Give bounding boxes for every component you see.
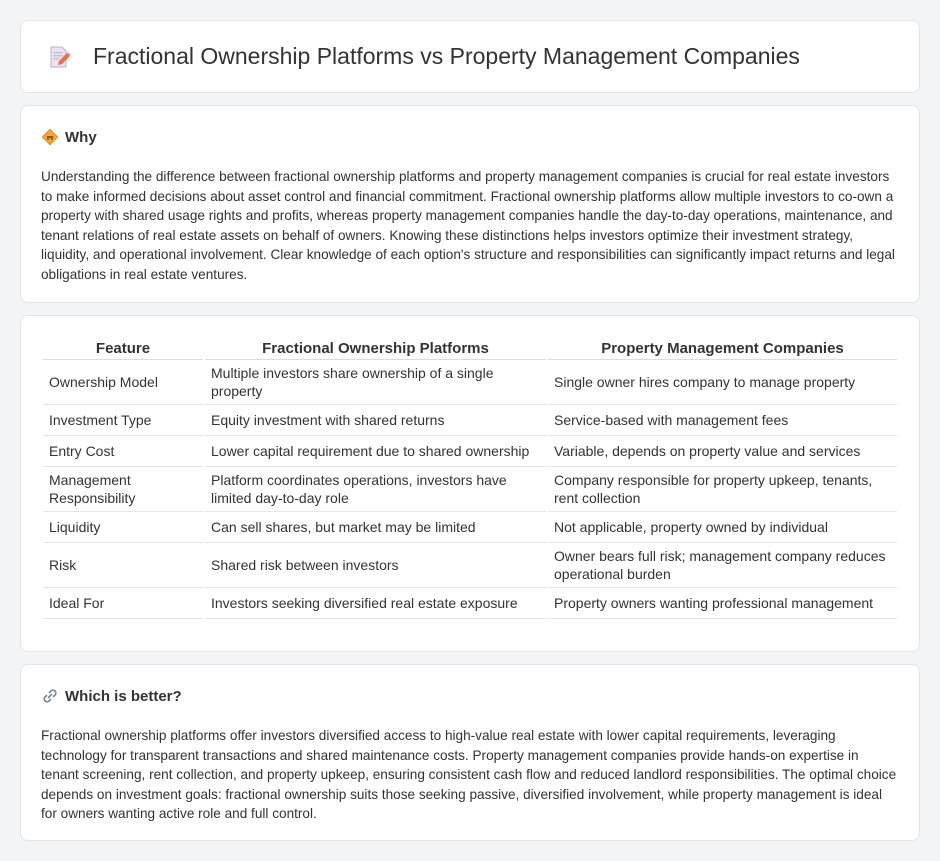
fractional-cell: Equity investment with shared returns: [205, 405, 546, 436]
document-pencil-icon: [47, 45, 71, 69]
property-management-cell: Single owner hires company to manage property: [548, 360, 897, 405]
table-row: [43, 467, 897, 512]
table-row: [43, 588, 897, 619]
feature-cell: Entry Cost: [43, 436, 203, 467]
fractional-cell: Can sell shares, but market may be limited: [205, 512, 546, 543]
link-icon: [41, 687, 59, 705]
table-row: [43, 512, 897, 543]
property-management-cell: Owner bears full risk; management company reduces operational burden: [548, 543, 897, 588]
page-title: Fractional Ownership Platforms vs Property Management Companies: [93, 43, 800, 69]
table-row: [43, 405, 897, 436]
comparison-section: [20, 315, 920, 652]
feature-cell: Ownership Model: [43, 360, 203, 405]
warning-sign-icon: [41, 128, 59, 146]
property-management-cell: Not applicable, property owned by individual: [548, 512, 897, 543]
table-row: [43, 360, 897, 405]
fractional-cell: Shared risk between investors: [205, 543, 546, 588]
feature-cell: Liquidity: [43, 512, 203, 543]
property-management-cell: Property owners wanting professional management: [548, 588, 897, 619]
property-management-cell: Service-based with management fees: [548, 405, 897, 436]
title-card: [20, 20, 920, 93]
feature-cell: Risk: [43, 543, 203, 588]
fractional-cell: Multiple investors share ownership of a single property: [205, 360, 546, 405]
property-management-cell: Variable, depends on property value and services: [548, 436, 897, 467]
property-management-cell: Company responsible for property upkeep, tenants, rent collection: [548, 467, 897, 512]
fractional-cell: Lower capital requirement due to shared ownership: [205, 436, 546, 467]
header-property-management: Property Management Companies: [548, 338, 897, 360]
better-heading: Which is better?: [65, 687, 182, 705]
fractional-cell: Platform coordinates operations, investors have limited day-to-day role: [205, 467, 546, 512]
table-row: [43, 436, 897, 467]
why-heading-row: [41, 128, 899, 146]
better-text: Fractional ownership platforms offer investors diversified access to high-value real estate with lower capital requirements, leveraging technology for transparent transactions and shared maintenance costs. Property management companies provide hands-on expertise in tenant screening, rent collection, and property upkeep, ensuring consistent cash flow and reduced landlord responsibilities. The optimal choice depends on investment goals: fractional ownership suits those seeking passive, diversified involvement, while property management is ideal for owners wanting active role and full control.: [41, 728, 897, 821]
feature-cell: Management Responsibility: [43, 467, 203, 512]
why-text: Understanding the difference between fractional ownership platforms and property management companies is crucial for real estate investors to make informed decisions about asset control and financial commitment. Fractional ownership platforms allow multiple investors to co-own a property with shared usage rights and profits, whereas property management companies handle the day-to-day operations, maintenance, and tenant relations of real estate assets on behalf of owners. Knowing these distinctions helps investors optimize their investment strategy, liquidity, and operational involvement. Clear knowledge of each option's structure and responsibilities can significantly impact returns and legal obligations in real estate ventures.: [41, 169, 895, 282]
comparison-table: [41, 338, 899, 619]
header-feature: Feature: [43, 338, 203, 360]
fractional-cell: Investors seeking diversified real estate exposure: [205, 588, 546, 619]
table-header-row: [43, 338, 897, 360]
why-section: [20, 105, 920, 303]
why-heading: Why: [65, 128, 97, 146]
which-better-section: [20, 664, 920, 841]
header-fractional: Fractional Ownership Platforms: [205, 338, 546, 360]
feature-cell: Investment Type: [43, 405, 203, 436]
table-row: [43, 543, 897, 588]
feature-cell: Ideal For: [43, 588, 203, 619]
better-heading-row: [41, 687, 899, 705]
